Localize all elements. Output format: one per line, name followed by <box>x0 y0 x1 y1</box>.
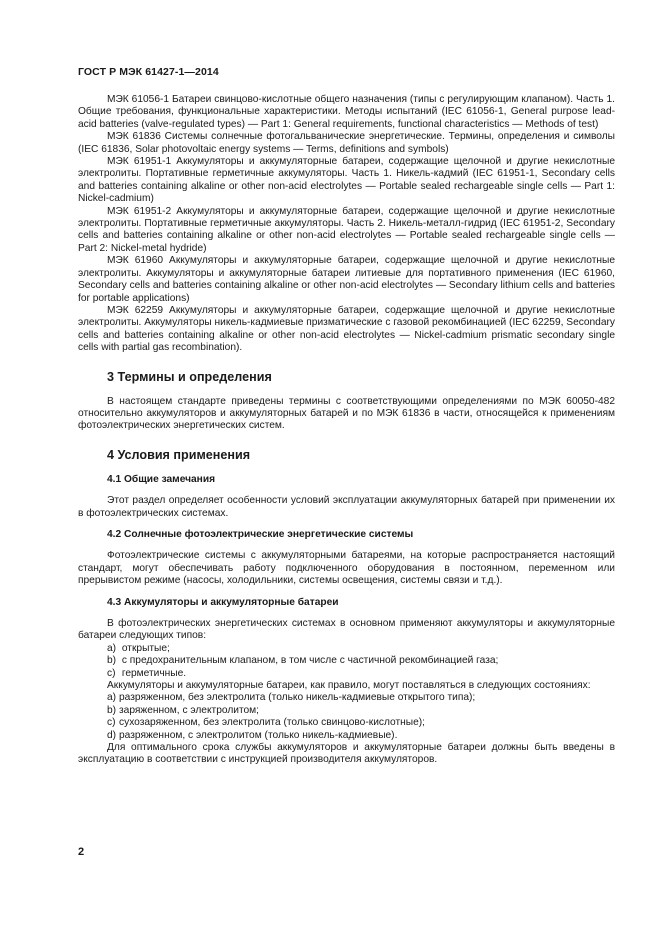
battery-types-list <box>78 643 615 680</box>
list-item: c) герметичные. <box>107 667 187 679</box>
section-3-heading: 3 Термины и определения <box>107 369 272 384</box>
reference-entry: МЭК 61836 Системы солнечные фотогальванические энергетические. Термины, определения и символы (IEC 61836, Solar photovoltaic energy systems — Terms, definitions and symbols) <box>78 131 615 155</box>
subsection-4-3-intro: В фотоэлектрических энергетических системах в основном применяют аккумуляторы и аккумуляторные батареи следующих типов: <box>78 618 615 642</box>
reference-entry: МЭК 61960 Аккумуляторы и аккумуляторные батареи, содержащие щелочной и другие некислотные электролиты. Аккумуляторы и аккумуляторные батареи литиевые для портативного применения (IEC 61960, Secondary cells and batteries containing alkaline or other non-acid electrolytes — Secondary lithium cells and batteries for portable applications) <box>78 255 615 304</box>
reference-entry: МЭК 61951-2 Аккумуляторы и аккумуляторные батареи, содержащие щелочной и другие некислотные электролиты. Портативные герметичные аккумуляторы. Часть 2. Никель-металл-гидрид (IEC 61951-2, Secondary cells and batteries containing alkaline or other non-acid electrolytes — Portable sealed rechargeable single cells — Part 2: Nickel-metal hydride) <box>78 205 615 254</box>
subsection-4-1-text: Этот раздел определяет особенности условий эксплуатации аккумуляторных батарей при применении их в фотоэлектрических системах. <box>78 495 615 519</box>
section-4-heading: 4 Условия применения <box>107 447 251 462</box>
closing-paragraph: Для оптимального срока службы аккумуляторов и аккумуляторные батареи должны быть введены в эксплуатацию в соответствии с инструкцией производителя аккумуляторов. <box>78 742 615 766</box>
page-number: 2 <box>78 846 85 858</box>
delivery-states-intro: Аккумуляторы и аккумуляторные батареи, как правило, могут поставляться в следующих состояниях: <box>107 680 591 692</box>
reference-entry: МЭК 62259 Аккумуляторы и аккумуляторные батареи, содержащие щелочной и другие некислотные электролиты. Аккумуляторы никель-кадмиевые призматические с газовой рекомбинацией (IEC 62259, Secondary cells and batteries containing alkaline or other non-acid electrolytes — Nickel-cadmium prismatic secondary single cells with partial gas recombination). <box>78 304 615 354</box>
section-3-text: В настоящем стандарте приведены термины с соответствующими определениями по МЭК 60050-482 относительно аккумуляторов и аккумуляторных батарей и по МЭК 61836 в части, относящейся к применениям фотоэлектрических энергетических систем. <box>78 395 615 432</box>
document-body <box>78 94 615 767</box>
list-item: b) с предохранительным клапаном, в том числе с частичной рекомбинацией газа; <box>107 655 499 667</box>
subsection-4-2-heading: 4.2 Солнечные фотоэлектрические энергетические системы <box>107 528 414 540</box>
subsection-4-1-heading: 4.1 Общие замечания <box>107 473 216 485</box>
reference-entry: МЭК 61056-1 Батареи свинцово-кислотные общего назначения (типы с регулирующим клапаном). Часть 1. Общие требования, функциональные характеристики. Методы испытаний (IEC 61056-1, General purpose lead-acid batteries (valve-regulated types) — Part 1: General requirements, functional characteristics — Methods of test) <box>78 94 615 130</box>
reference-entry: МЭК 61951-1 Аккумуляторы и аккумуляторные батареи, содержащие щелочной и другие некислотные электролиты. Портативные герметичные аккумуляторы. Часть 1. Никель-кадмий (IEC 61951-1, Secondary cells and batteries containing alkaline or other non-acid electrolytes — Portable sealed rechargeable single cells — Part 1: Nickel-cadmium) <box>78 156 615 205</box>
list-item: a) разряженном, без электролита (только никель-кадмиевые открытого типа); <box>107 692 476 704</box>
subsection-4-3-heading: 4.3 Аккумуляторы и аккумуляторные батареи <box>107 596 339 608</box>
list-item: a) открытые; <box>107 642 170 654</box>
list-item: b) заряженном, с электролитом; <box>107 704 260 716</box>
document-header: ГОСТ Р МЭК 61427-1—2014 <box>78 66 219 78</box>
delivery-states-list <box>78 692 615 742</box>
list-item: d) разряженном, с электролитом (только никель-кадмиевые). <box>107 729 398 741</box>
list-item: c) сухозаряженном, без электролита (только свинцово-кислотные); <box>107 717 425 729</box>
subsection-4-2-text: Фотоэлектрические системы с аккумуляторными батареями, на которые распространяется настоящий стандарт, могут обеспечивать работу подключенного оборудования в постоянном, переменном или прерывистом режиме (насосы, холодильники, системы освещения, системы связи и т.д.). <box>78 550 615 587</box>
